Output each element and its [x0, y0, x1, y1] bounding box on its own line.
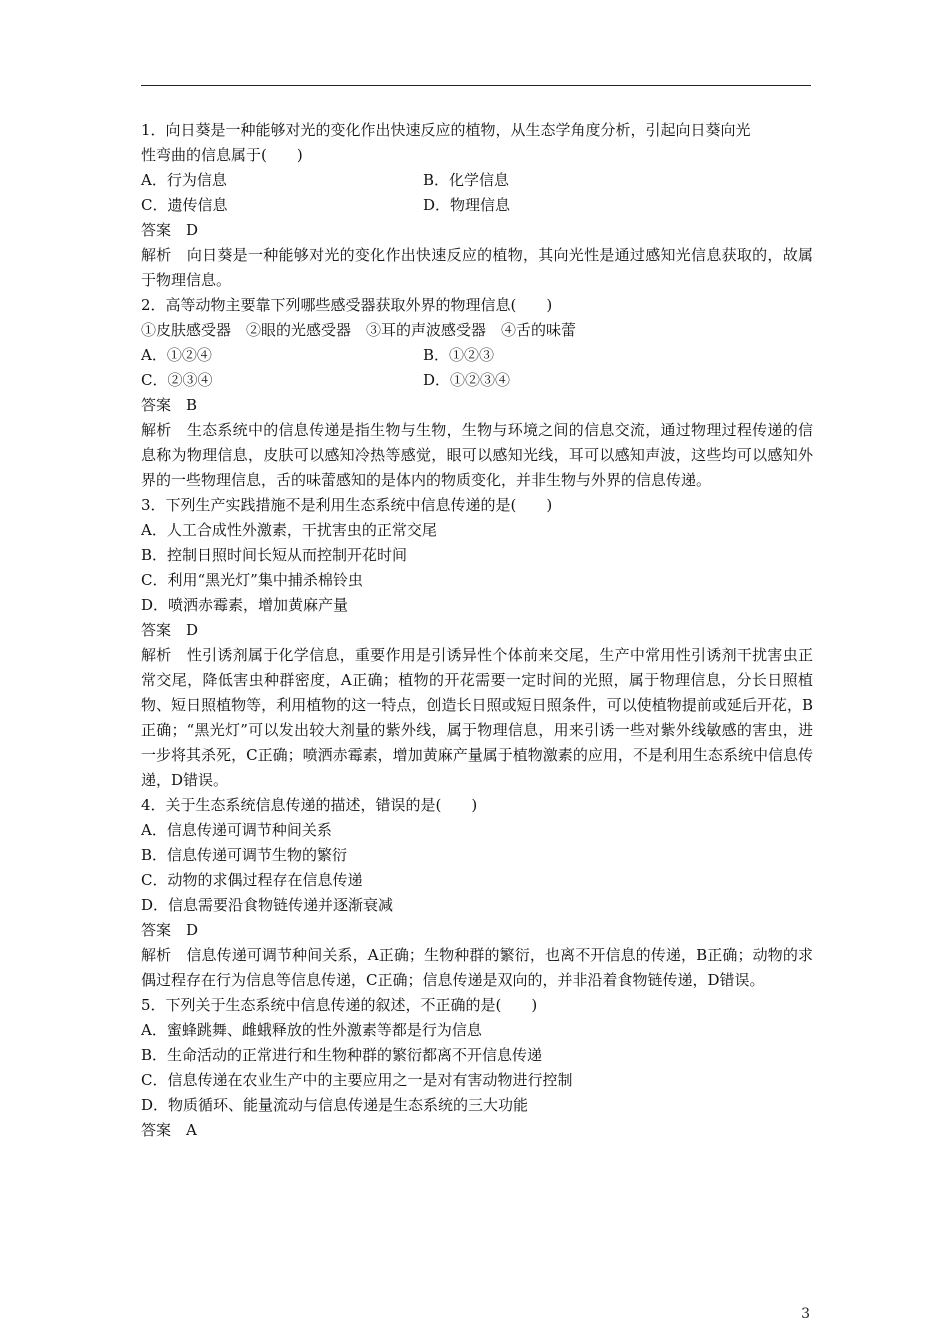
- answer: 答案 B: [141, 396, 198, 414]
- option-c: C．利用“黑光灯”集中捕杀棉铃虫: [141, 571, 363, 589]
- option-b: B．控制日照时间长短从而控制开花时间: [141, 546, 408, 564]
- page-number: 3: [801, 1306, 810, 1322]
- option-a: A．蜜蜂跳舞、雌蛾释放的性外激素等都是行为信息: [141, 1021, 482, 1039]
- question-1: [141, 118, 813, 293]
- answer: 答案 D: [141, 921, 199, 939]
- answer: 答案 D: [141, 221, 199, 239]
- question-stem-line: 1．向日葵是一种能够对光的变化作出快速反应的植物，从生态学角度分析，引起向日葵向光: [141, 121, 751, 139]
- question-stem-line: 4．关于生态系统信息传递的描述，错误的是( ): [141, 796, 478, 814]
- analysis: 解析 信息传递可调节种间关系，A正确；生物种群的繁衍，也离不开信息的传递，B正确；动物的求偶过程存在行为信息等信息传递，C正确；信息传递是双向的，并非沿着食物链传递，D错误。: [141, 946, 813, 989]
- question-stem-line: 性弯曲的信息属于( ): [141, 146, 303, 164]
- option-b: B．①②③: [423, 346, 495, 364]
- question-stem-line: 2．高等动物主要靠下列哪些感受器获取外界的物理信息( ): [141, 296, 553, 314]
- option-d: D．喷洒赤霉素，增加黄麻产量: [141, 596, 349, 614]
- question-stem-line: 5．下列关于生态系统中信息传递的叙述，不正确的是( ): [141, 996, 538, 1014]
- analysis: 解析 性引诱剂属于化学信息，重要作用是引诱异性个体前来交尾，生产中常用性引诱剂干扰害虫正常交尾，降低害虫种群密度，A正确；植物的开花需要一定时间的光照，属于物理信息，分长日照植物、短日照植物等，利用植物的这一特点，创造长日照或短日照条件，可以使植物提前或延后开花，B正确；“黑光灯”可以发出较大剂量的紫外线，属于物理信息，用来引诱一些对紫外线敏感的害虫，进一步将其杀死，C正确；喷洒赤霉素，增加黄麻产量属于植物激素的应用，不是利用生态系统中信息传递，D错误。: [141, 646, 813, 789]
- analysis: 解析 生态系统中的信息传递是指生物与生物，生物与环境之间的信息交流，通过物理过程传递的信息称为物理信息，皮肤可以感知冷热等感觉，眼可以感知光线，耳可以感知声波，这些均可以感知外界的一些物理信息，舌的味蕾感知的是体内的物质变化，并非生物与外界的信息传递。: [141, 421, 813, 489]
- option-a: A．①②④: [141, 346, 212, 364]
- option-a: A．信息传递可调节种间关系: [141, 821, 332, 839]
- option-d: D．信息需要沿食物链传递并逐渐衰减: [141, 896, 394, 914]
- question-stem-line: ①皮肤感受器 ②眼的光感受器 ③耳的声波感受器 ④舌的味蕾: [141, 321, 577, 339]
- option-c: C．动物的求偶过程存在信息传递: [141, 871, 363, 889]
- option-row: [141, 193, 813, 218]
- option-row: [141, 343, 813, 368]
- option-c: C．信息传递在农业生产中的主要应用之一是对有害动物进行控制: [141, 1071, 573, 1089]
- option-d: D．物质循环、能量流动与信息传递是生态系统的三大功能: [141, 1096, 529, 1114]
- question-2: [141, 293, 813, 493]
- option-b: B．化学信息: [423, 171, 510, 189]
- option-a: A．人工合成性外激素，干扰害虫的正常交尾: [141, 521, 437, 539]
- question-stem-line: 3．下列生产实践措施不是利用生态系统中信息传递的是( ): [141, 496, 553, 514]
- answer: 答案 D: [141, 621, 199, 639]
- question-5: [141, 993, 813, 1143]
- option-c: C．遗传信息: [141, 196, 228, 214]
- option-d: D．①②③④: [423, 371, 511, 389]
- option-b: B．生命活动的正常进行和生物种群的繁衍都离不开信息传递: [141, 1046, 543, 1064]
- option-row: [141, 368, 813, 393]
- document-body: [141, 118, 813, 1143]
- option-row: [141, 168, 813, 193]
- question-3: [141, 493, 813, 793]
- option-c: C．②③④: [141, 371, 213, 389]
- question-4: [141, 793, 813, 993]
- option-d: D．物理信息: [423, 196, 511, 214]
- analysis: 解析 向日葵是一种能够对光的变化作出快速反应的植物，其向光性是通过感知光信息获取的，故属于物理信息。: [141, 246, 813, 289]
- option-a: A．行为信息: [141, 171, 227, 189]
- answer: 答案 A: [141, 1121, 197, 1139]
- header-rule: [141, 85, 811, 86]
- option-b: B．信息传递可调节生物的繁衍: [141, 846, 348, 864]
